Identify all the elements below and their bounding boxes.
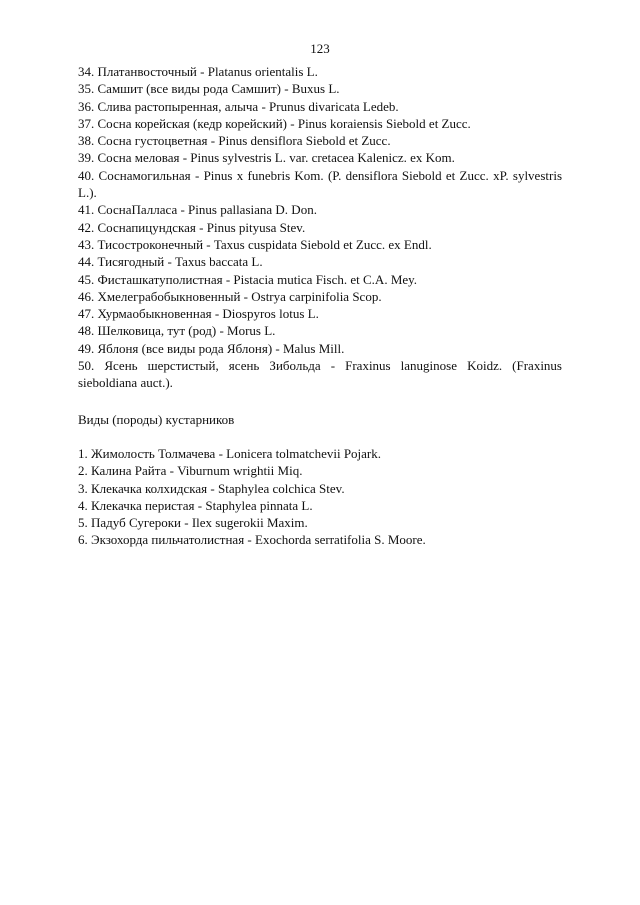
list-item: 45. Фисташкатуполистная - Pistacia mutica Fisch. et C.A. Mey.: [78, 271, 418, 287]
list-item: 40. Соснамогильная - Pinus x funebris Kom. (P. densiflora Siebold et Zucc. xP. sylvestris L.).: [78, 167, 562, 201]
document-body: [78, 63, 562, 549]
list-item: 49. Яблоня (все виды рода Яблоня) - Malus Mill.: [78, 340, 345, 356]
list-item: 41. СоснаПалласа - Pinus pallasiana D. Don.: [78, 202, 317, 218]
page-number: 123: [310, 41, 330, 56]
list-item: 2. Калина Райта - Viburnum wrightii Miq.: [78, 463, 303, 479]
shrubs-section-heading: Виды (породы) кустарников: [78, 411, 235, 427]
list-item: 44. Тисягодный - Taxus baccata L.: [78, 254, 263, 270]
shrub-species-list: [78, 445, 562, 549]
list-item: 39. Сосна меловая - Pinus sylvestris L. var. cretacea Kalenicz. ex Kom.: [78, 150, 455, 166]
list-item: 1. Жимолость Толмачева - Lonicera tolmatchevii Pojark.: [78, 445, 382, 461]
list-item: 34. Платанвосточный - Platanus orientalis L.: [78, 64, 318, 79]
list-item: 47. Хурмаобыкновенная - Diospyros lotus L.: [78, 306, 319, 322]
list-item: 46. Хмелеграбобыкновенный - Ostrya carpinifolia Scop.: [78, 288, 382, 304]
list-item: 50. Ясень шерстистый, ясень Зибольда - Fraxinus lanuginose Koidz. (Fraxinus sieboldiana auct.).: [78, 358, 562, 391]
list-item: 37. Сосна корейская (кедр корейский) - Pinus koraiensis Siebold et Zucc.: [78, 115, 471, 131]
list-item: 42. Соснапицундская - Pinus pityusa Stev.: [78, 219, 306, 235]
list-item: 3. Клекачка колхидская - Staphylea colchica Stev.: [78, 480, 345, 496]
list-item: 35. Самшит (все виды рода Самшит) - Buxus L.: [78, 81, 340, 97]
list-item: 5. Падуб Сугероки - Ilex sugerokii Maxim.: [78, 515, 308, 531]
list-item: 36. Слива растопыренная, алыча - Prunus divaricata Ledeb.: [78, 98, 399, 114]
list-item: 43. Тисостроконечный - Taxus cuspidata Siebold et Zucc. ex Endl.: [78, 236, 432, 252]
list-item: 6. Экзохорда пильчатолистная - Exochorda serratifolia S. Moore.: [78, 532, 426, 548]
list-item: 4. Клекачка перистая - Staphylea pinnata L.: [78, 497, 313, 513]
tree-species-list: [78, 63, 562, 392]
list-item: 48. Шелковица, тут (род) - Morus L.: [78, 323, 276, 339]
list-item: 38. Сосна густоцветная - Pinus densiflora Siebold et Zucc.: [78, 133, 391, 149]
